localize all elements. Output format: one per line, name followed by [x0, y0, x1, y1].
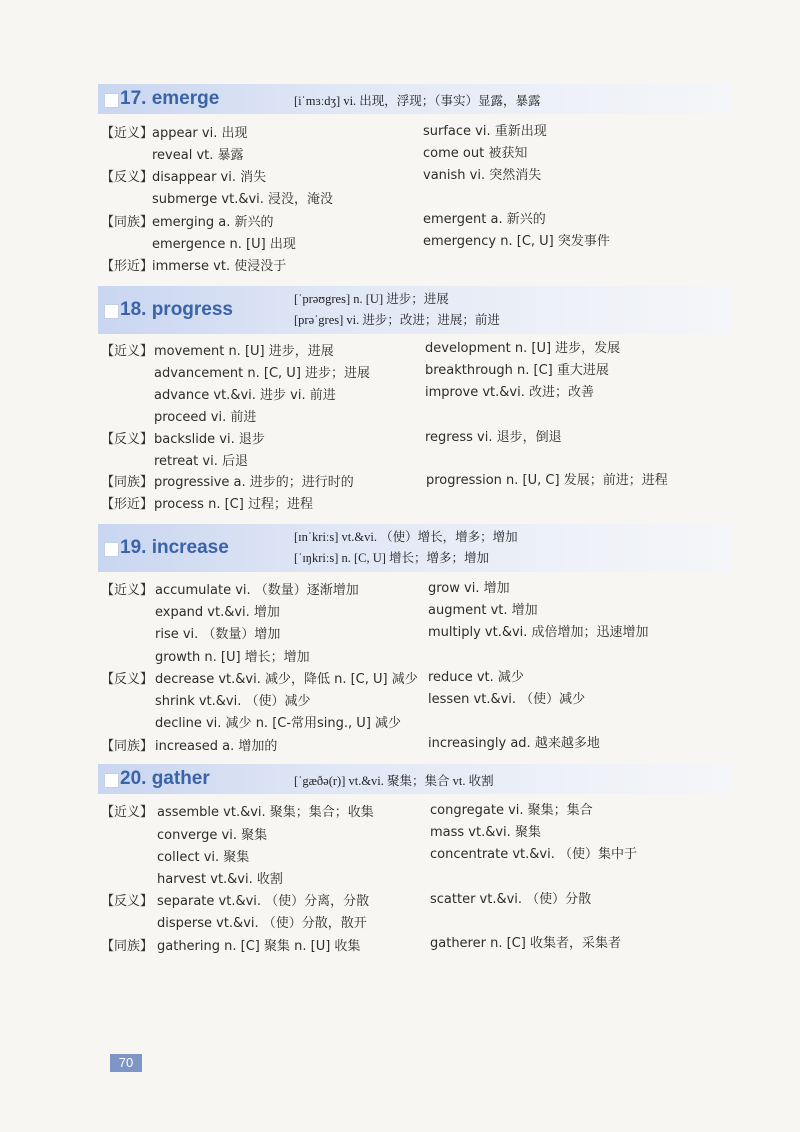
- left-item: submerge vt.&vi. 浸没，淹没: [152, 192, 334, 207]
- square-icon: [104, 93, 119, 108]
- label: 【反义】: [101, 894, 154, 909]
- label: 【反义】: [101, 672, 154, 687]
- square-icon: [104, 773, 119, 788]
- left-item: advancement n. [C, U] 进步；进展: [154, 366, 371, 381]
- label: 【反义】: [101, 170, 154, 185]
- left-item: expand vt.&vi. 增加: [155, 605, 280, 620]
- right-item: increasingly ad. 越来越多地: [428, 736, 600, 751]
- right-item: congregate vi. 聚集；集合: [430, 803, 593, 818]
- label: 【形近】: [101, 259, 154, 274]
- right-item: concentrate vt.&vi. （使）集中于: [430, 847, 637, 862]
- left-item: advance vt.&vi. 进步 vi. 前进: [154, 388, 336, 403]
- label: 【反义】: [101, 432, 154, 447]
- pronunciation-line-2: [prəˈgres] vi. 进步；改进；进展；前进: [294, 313, 500, 327]
- left-item: decline vi. 减少 n. [C-常用sing., U] 减少: [155, 716, 402, 731]
- left-item: converge vi. 聚集: [157, 828, 268, 843]
- right-item: progression n. [U, C] 发展；前进；进程: [426, 473, 668, 488]
- left-item: proceed vi. 前进: [154, 410, 257, 425]
- headword: 18. progress: [120, 299, 233, 320]
- right-item: lessen vt.&vi. （使）减少: [428, 692, 586, 707]
- right-item: multiply vt.&vi. 成倍增加；迅速增加: [428, 625, 649, 640]
- square-icon: [104, 542, 119, 557]
- right-item: improve vt.&vi. 改进；改善: [425, 385, 594, 400]
- right-item: scatter vt.&vi. （使）分散: [430, 892, 592, 907]
- headword: 17. emerge: [120, 88, 220, 109]
- label: 【近义】: [101, 583, 154, 598]
- left-item: movement n. [U] 进步，进展: [154, 344, 334, 359]
- left-item: backslide vi. 退步: [154, 432, 265, 447]
- left-item: emergence n. [U] 出现: [152, 237, 296, 252]
- left-item: growth n. [U] 增长；增加: [155, 650, 310, 665]
- label: 【形近】: [101, 497, 154, 512]
- headword-bar: [98, 764, 732, 794]
- right-item: vanish vi. 突然消失: [423, 168, 542, 183]
- right-item: grow vi. 增加: [428, 581, 510, 596]
- right-item: breakthrough n. [C] 重大进展: [425, 363, 609, 378]
- left-item: collect vi. 聚集: [157, 850, 250, 865]
- label: 【近义】: [101, 805, 154, 820]
- pronunciation-line-2: [ˈɪŋkriːs] n. [C, U] 增长；增多；增加: [294, 551, 490, 565]
- pronunciation-line-1: [ˈprəʊgres] n. [U] 进步；进展: [294, 292, 449, 306]
- headword: 19. increase: [120, 537, 229, 558]
- left-item: retreat vi. 后退: [154, 454, 248, 469]
- left-item: assemble vt.&vi. 聚集；集合；收集: [157, 805, 374, 820]
- right-item: gatherer n. [C] 收集者，采集者: [430, 936, 621, 951]
- right-item: regress vi. 退步，倒退: [425, 430, 562, 445]
- left-item: shrink vt.&vi. （使）减少: [155, 694, 311, 709]
- label: 【同族】: [101, 739, 154, 754]
- label: 【同族】: [101, 939, 154, 954]
- right-item: augment vt. 增加: [428, 603, 538, 618]
- left-item: immerse vt. 使浸没于: [152, 259, 287, 274]
- right-item: reduce vt. 减少: [428, 670, 524, 685]
- pronunciation-line-1: [ˈgæðə(r)] vt.&vi. 聚集；集合 vt. 收割: [294, 774, 494, 788]
- pronunciation-line-1: [ɪnˈkriːs] vt.&vi. （使）增长，增多；增加: [294, 530, 518, 544]
- left-item: accumulate vi. （数量）逐渐增加: [155, 583, 359, 598]
- left-item: decrease vt.&vi. 减少，降低 n. [C, U] 减少: [155, 672, 418, 687]
- left-item: reveal vt. 暴露: [152, 148, 244, 163]
- headword: 20. gather: [120, 768, 210, 789]
- left-item: rise vi. （数量）增加: [155, 627, 281, 642]
- headword-bar: [98, 286, 732, 334]
- left-item: progressive a. 进步的；进行时的: [154, 475, 354, 490]
- pronunciation-line-1: [iˈmɜːdʒ] vi. 出现，浮现；（事实）显露，暴露: [294, 94, 541, 108]
- left-item: appear vi. 出现: [152, 126, 248, 141]
- headword-bar: [98, 524, 732, 572]
- label: 【近义】: [101, 344, 154, 359]
- left-item: harvest vt.&vi. 收割: [157, 872, 283, 887]
- label: 【同族】: [101, 215, 154, 230]
- right-item: development n. [U] 进步，发展: [425, 341, 621, 356]
- label: 【同族】: [101, 475, 154, 490]
- right-item: emergency n. [C, U] 突发事件: [423, 234, 610, 249]
- left-item: disappear vi. 消失: [152, 170, 267, 185]
- square-icon: [104, 304, 119, 319]
- page-number: 70: [110, 1054, 142, 1072]
- headword-bar: [98, 84, 732, 114]
- right-item: surface vi. 重新出现: [423, 124, 547, 139]
- left-item: emerging a. 新兴的: [152, 215, 274, 230]
- left-item: separate vt.&vi. （使）分离，分散: [157, 894, 370, 909]
- left-item: increased a. 增加的: [155, 739, 278, 754]
- left-item: process n. [C] 过程；进程: [154, 497, 313, 512]
- right-item: come out 被获知: [423, 146, 528, 161]
- left-item: gathering n. [C] 聚集 n. [U] 收集: [157, 939, 361, 954]
- right-item: mass vt.&vi. 聚集: [430, 825, 541, 840]
- left-item: disperse vt.&vi. （使）分散，散开: [157, 916, 367, 931]
- right-item: emergent a. 新兴的: [423, 212, 546, 227]
- label: 【近义】: [101, 126, 154, 141]
